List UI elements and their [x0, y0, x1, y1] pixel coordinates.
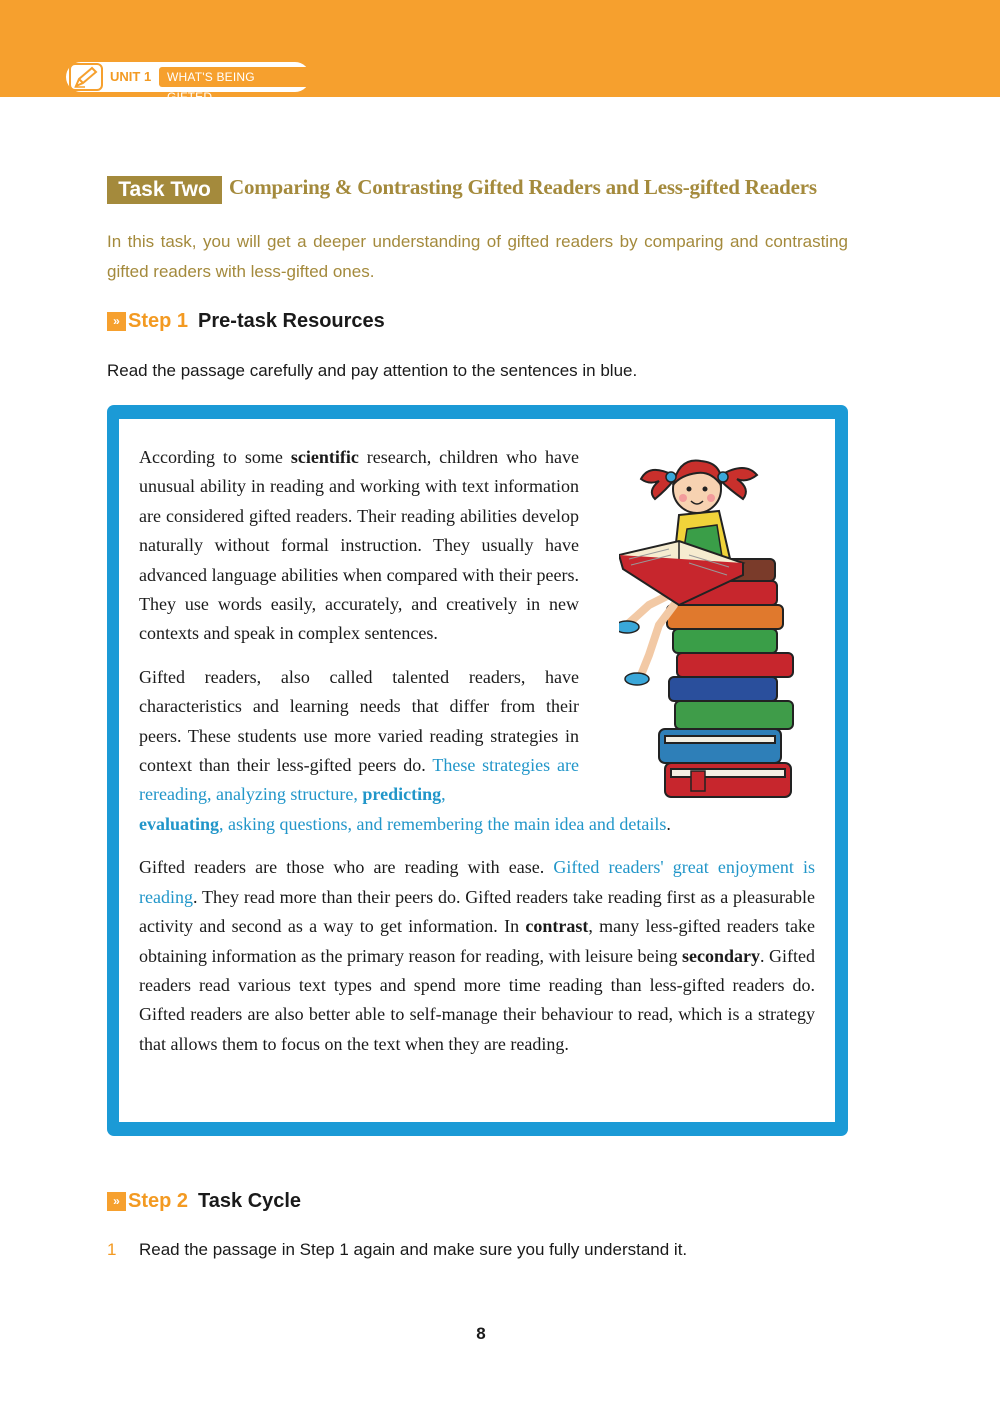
- p2-blue-3: , asking questions, and remembering the main idea and details: [219, 813, 667, 834]
- p1-text-2: research, children who have unusual ability in reading and working with text information are considered gifted readers. Their reading abilities develop naturally without formal instruction. They usually have advanced language abilities when compared with their peers. They use words easily, accurately, and creatively in new contexts and speak in complex sentences.: [139, 447, 580, 644]
- task-intro: In this task, you will get a deeper understanding of gifted readers by comparing and contrasting gifted readers with less-gifted ones.: [107, 232, 848, 281]
- p2-blue-2: ,: [441, 784, 446, 805]
- p1-bold-scientific: scientific: [290, 447, 359, 467]
- task-item-text: Read the passage in Step 1 again and make sure you fully understand it.: [139, 1240, 688, 1259]
- step2-heading: [107, 1190, 301, 1213]
- step2-label: Step 2: [128, 1190, 189, 1212]
- unit-label: UNIT 1: [110, 69, 152, 84]
- unit-pill: [66, 62, 310, 104]
- step1-title: Pre-task Resources: [198, 310, 385, 332]
- step1-label: Step 1: [128, 310, 189, 332]
- p3-bold-secondary: secondary: [682, 945, 760, 966]
- p2-blue-bold-predicting: predicting: [362, 784, 442, 805]
- task-title: Comparing & Contrasting Gifted Readers and Less-gifted Readers: [229, 175, 817, 199]
- p3-text-2: . They read more than their peers do. Gifted readers take reading first as a pleasurable activity and second as a way to get information. In: [139, 886, 815, 937]
- task-badge: Task Two: [107, 176, 222, 204]
- p3-text-1: Gifted readers are those who are reading with ease.: [139, 857, 554, 878]
- p1-text-1: According to some: [139, 447, 291, 467]
- task-cycle-item: [107, 1240, 687, 1260]
- page-number: 8: [476, 1324, 486, 1343]
- step1-instruction: Read the passage carefully and pay attention to the sentences in blue.: [107, 361, 638, 380]
- p2-text-2: .: [666, 813, 671, 834]
- step1-heading: [107, 310, 385, 333]
- double-chevron-icon: »: [107, 312, 126, 331]
- p2-text-1: Gifted readers, also called talented readers, have characteristics and learning needs that differ from their peers. These students use more varied reading strategies in context than their less-gifted peers do.: [139, 666, 579, 776]
- p3-bold-contrast: contrast: [525, 916, 589, 937]
- unit-title: WHAT'S BEING GIFTED: [159, 67, 310, 87]
- passage-frame: [107, 405, 848, 1136]
- passage-paragraph-1: [139, 443, 579, 649]
- task-item-number: 1: [107, 1240, 117, 1259]
- double-chevron-icon: »: [107, 1192, 126, 1211]
- p2-blue-bold-evaluating: evaluating: [139, 813, 220, 834]
- p3-blue-1: Gifted readers' great enjoyment is reading: [139, 857, 815, 907]
- passage-paragraph-3: [139, 853, 815, 1059]
- girl-on-books-illustration: [619, 445, 809, 815]
- p3-text-3: , many less-gifted readers take obtaining information as the primary reason for reading, with leisure being: [139, 916, 815, 966]
- pen-icon: [69, 63, 103, 91]
- passage-box: [119, 419, 835, 1122]
- p2-blue-1: These strategies are rereading, analyzing structure,: [139, 755, 579, 805]
- step2-title: Task Cycle: [198, 1190, 302, 1212]
- p3-text-4: . Gifted readers read various text types and spend more time reading than less-gifted readers do. Gifted readers are also better able to self-manage their behaviour to read, which is a strategy that allows them to focus on the text when they are reading.: [139, 945, 815, 1054]
